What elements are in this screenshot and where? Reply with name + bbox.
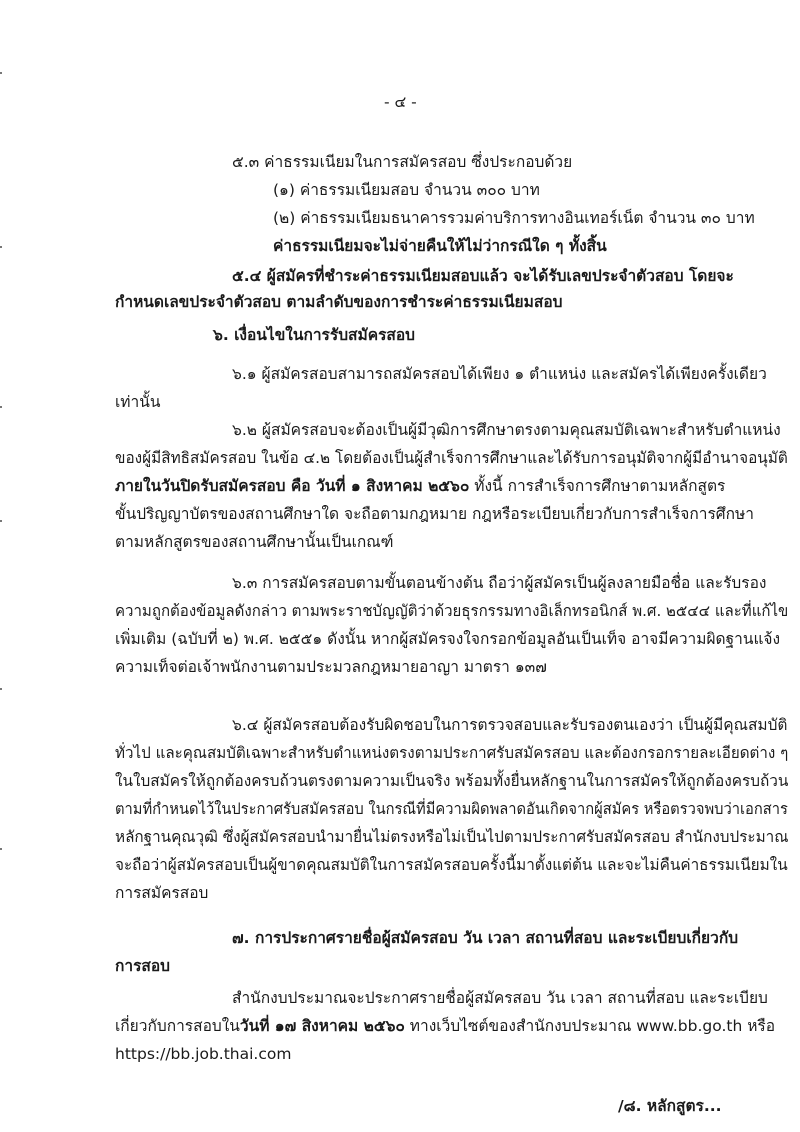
fee-item-1: (๑) ค่าธรรมเนียมสอบ จำนวน ๓๐๐ บาท bbox=[273, 181, 540, 199]
section-6-3-line-4: ความเท็จต่อเจ้าพนักงานตามประมวลกฎหมายอาญา มาตรา ๑๓๗ bbox=[115, 658, 547, 676]
announcement-date-bold: วันที่ ๑๗ สิงหาคม ๒๕๖๐ bbox=[239, 1017, 405, 1035]
section-6-2-line-4: ขั้นปริญญาบัตรของสถานศึกษาใด จะถือตามกฎหมาย กฎหรือระเบียบเกี่ยวกับการสำเร็จการศึกษา bbox=[115, 505, 754, 523]
section-6-4-line-2: ทั่วไป และคุณสมบัติเฉพาะสำหรับตำแหน่งตรงตามประกาศรับสมัครสอบ และต้องกรอกรายละเอียดต่าง ๆ bbox=[115, 744, 789, 762]
scan-mark bbox=[0, 520, 2, 522]
fee-no-refund-note: ค่าธรรมเนียมจะไม่จ่ายคืนให้ไม่ว่ากรณีใด ๆ ทั้งสิ้น bbox=[273, 237, 607, 255]
section-6-heading: ๖. เงื่อนไขในการรับสมัครสอบ bbox=[213, 326, 416, 344]
section-6-4-line-7: การสมัครสอบ bbox=[115, 884, 209, 902]
section-6-4-line-1: ๖.๔ ผู้สมัครสอบต้องรับผิดชอบในการตรวจสอบและรับรองตนเองว่า เป็นผู้มีคุณสมบัติ bbox=[232, 716, 788, 734]
section-6-2-line-2: ของผู้มีสิทธิสมัครสอบ ในข้อ ๔.๒ โดยต้องเป็นผู้สำเร็จการศึกษาและได้รับการอนุมัติจากผู้มีอำนาจอนุมัติ bbox=[115, 449, 788, 467]
closing-date-rest: ทั้งนี้ การสำเร็จการศึกษาตามหลักสูตร bbox=[469, 477, 726, 495]
section-6-4-line-4: ตามที่กำหนดไว้ในประกาศรับสมัครสอบ ในกรณีที่มีความผิดพลาดอันเกิดจากผู้สมัคร หรือตรวจพบว่าเอกสาร bbox=[115, 800, 788, 818]
section-6-3-line-1: ๖.๓ การสมัครสอบตามขั้นตอนข้างต้น ถือว่าผู้สมัครเป็นผู้ลงลายมือชื่อ และรับรอง bbox=[232, 574, 767, 592]
section-7-para-line-1: สำนักงบประมาณจะประกาศรายชื่อผู้สมัครสอบ วัน เวลา สถานที่สอบ และระเบียบ bbox=[232, 989, 768, 1007]
closing-date-bold: ภายในวันปิดรับสมัครสอบ คือ วันที่ ๑ สิงหาคม ๒๕๖๐ bbox=[115, 477, 470, 495]
section-7-heading-line-1: ๗. การประกาศรายชื่อผู้สมัครสอบ วัน เวลา สถานที่สอบ และระเบียบเกี่ยวกับ bbox=[232, 929, 739, 947]
scan-mark bbox=[0, 72, 2, 74]
scan-mark bbox=[0, 246, 2, 248]
section-6-3-line-3: เพิ่มเติม (ฉบับที่ ๒) พ.ศ. ๒๕๕๑ ดังนั้น หากผู้สมัครจงใจกรอกข้อมูลอันเป็นเท็จ อาจมีความผิดฐานแจ้ง bbox=[115, 630, 781, 648]
scan-mark bbox=[0, 848, 2, 850]
section-6-2-line-5: ตามหลักสูตรของสถานศึกษานั้นเป็นเกณฑ์ bbox=[115, 533, 394, 551]
section-7-heading-line-2: การสอบ bbox=[115, 957, 171, 975]
section-7-para-post: ทางเว็บไซต์ของสำนักงบประมาณ www.bb.go.th หรือ bbox=[404, 1017, 776, 1035]
job-site-url: https://bb.job.thai.com bbox=[115, 1045, 292, 1063]
section-7-para-pre: เกี่ยวกับการสอบใน bbox=[115, 1017, 240, 1035]
section-6-4-line-3: ในใบสมัครให้ถูกต้องครบถ้วนตรงตามความเป็นจริง พร้อมทั้งยื่นหลักฐานในการสมัครให้ถูกต้องครบถ้วน bbox=[115, 772, 789, 790]
section-6-4-line-6: จะถือว่าผู้สมัครสอบเป็นผู้ขาดคุณสมบัติในการสมัครสอบครั้งนี้มาตั้งแต่ต้น และจะไม่คืนค่าธรรมเนียมใน bbox=[115, 856, 788, 874]
section-5-4-line-2: กำหนดเลขประจำตัวสอบ ตามลำดับของการชำระค่าธรรมเนียมสอบ bbox=[115, 293, 563, 311]
section-6-2-line-1: ๖.๒ ผู้สมัครสอบจะต้องเป็นผู้มีวุฒิการศึกษาตรงตามคุณสมบัติเฉพาะสำหรับตำแหน่ง bbox=[232, 421, 781, 439]
section-6-2-line-3 bbox=[115, 476, 725, 496]
section-6-1-line-2: เท่านั้น bbox=[115, 393, 161, 411]
section-7-para-line-2 bbox=[115, 1016, 775, 1036]
section-6-4-line-5: หลักฐานคุณวุฒิ ซึ่งผู้สมัครสอบนำมายื่นไม่ตรงหรือไม่เป็นไปตามประกาศรับสมัครสอบ สำนักงบประมาณ bbox=[115, 828, 789, 846]
section-6-3-line-2: ความถูกต้องข้อมูลดังกล่าว ตามพระราชบัญญัติว่าด้วยธุรกรรมทางอิเล็กทรอนิกส์ พ.ศ. ๒๕๔๔ และที่แก้ไข bbox=[115, 602, 789, 620]
fee-item-2: (๒) ค่าธรรมเนียมธนาคารรวมค่าบริการทางอินเทอร์เน็ต จำนวน ๓๐ บาท bbox=[273, 209, 755, 227]
section-5-3-heading: ๕.๓ ค่าธรรมเนียมในการสมัครสอบ ซึ่งประกอบด้วย bbox=[232, 153, 573, 171]
scan-mark bbox=[0, 688, 2, 690]
page-continuation: /๘. หลักสูตร... bbox=[618, 1097, 722, 1115]
page-number: - ๔ - bbox=[384, 93, 417, 111]
section-6-1-line-1: ๖.๑ ผู้สมัครสอบสามารถสมัครสอบได้เพียง ๑ ตำแหน่ง และสมัครได้เพียงครั้งเดียว bbox=[232, 365, 767, 383]
scan-mark bbox=[0, 406, 2, 408]
section-5-4-line-1: ๕.๔ ผู้สมัครที่ชำระค่าธรรมเนียมสอบแล้ว จะได้รับเลขประจำตัวสอบ โดยจะ bbox=[232, 267, 734, 285]
